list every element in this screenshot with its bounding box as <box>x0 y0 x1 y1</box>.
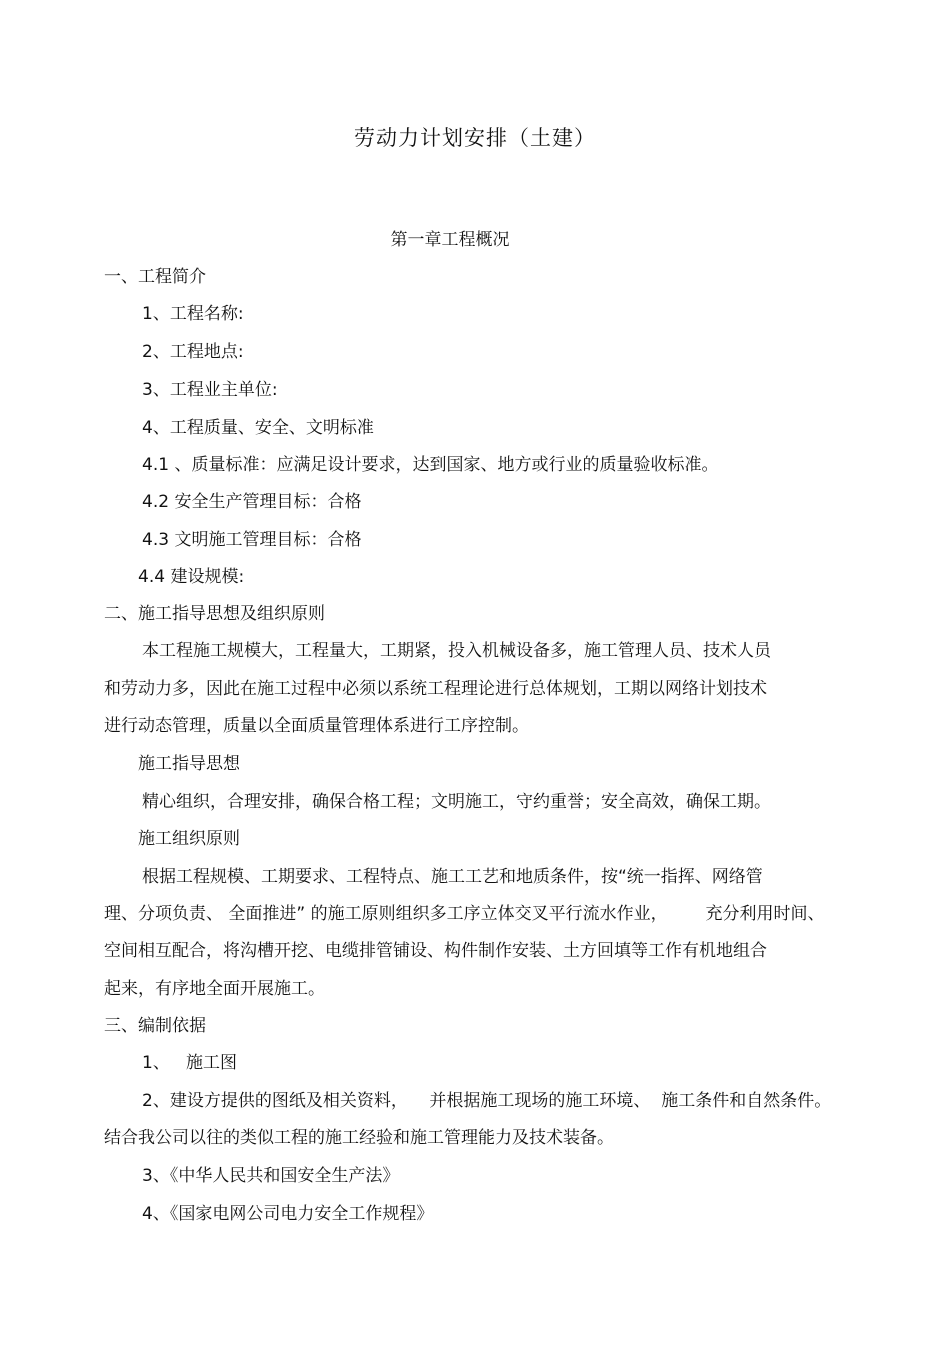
paragraph-line: 精心组织，合理安排，确保合格工程；文明施工，守约重誉；安全高效，确保工期。 <box>142 792 771 812</box>
paragraph-line: 结合我公司以往的类似工程的施工经验和施工管理能力及技术装备。 <box>104 1128 614 1148</box>
paragraph-line: 进行动态管理，质量以全面质量管理体系进行工序控制。 <box>104 716 529 736</box>
section-heading-project-intro: 一、工程简介 <box>104 267 206 287</box>
section-heading-guiding-principles: 二、施工指导思想及组织原则 <box>104 604 325 624</box>
item-project-name: 1、工程名称: <box>142 304 244 324</box>
section-heading-compilation-basis: 三、编制依据 <box>104 1016 206 1036</box>
paragraph-line: 空间相互配合，将沟槽开挖、电缆排管铺设、构件制作安装、土方回填等工作有机地组合 <box>104 941 767 961</box>
subheading-organization-principles: 施工组织原则 <box>138 829 240 849</box>
paragraph-line: 本工程施工规模大，工程量大，工期紧，投入机械设备多，施工管理人员、技术人员 <box>142 641 771 661</box>
paragraph-line: 和劳动力多，因此在施工过程中必须以系统工程理论进行总体规划，工期以网络计划技术 <box>104 679 767 699</box>
item-project-owner: 3、工程业主单位: <box>142 380 278 400</box>
item-safety-regulations: 4、《国家电网公司电力安全工作规程》 <box>142 1204 434 1224</box>
subheading-guiding-thought: 施工指导思想 <box>138 754 240 774</box>
item-quality-safety-standards: 4、工程质量、安全、文明标准 <box>142 418 374 438</box>
document-title: 劳动力计划安排（土建） <box>354 126 596 150</box>
item-civilized-construction-target: 4.3 文明施工管理目标：合格 <box>142 530 362 550</box>
paragraph-line: 理、分项负责、 全面推进” 的施工原则组织多工序立体交叉平行流水作业， 充分利用时间、 <box>104 904 825 924</box>
item-construction-drawings: 1、 施工图 <box>142 1053 238 1073</box>
item-quality-standard: 4.1 、质量标准：应满足设计要求，达到国家、地方或行业的质量验收标准。 <box>142 455 719 475</box>
paragraph-line: 根据工程规模、工期要求、工程特点、施工工艺和地质条件，按“统一指挥、网络管 <box>142 867 763 887</box>
item-construction-scale: 4.4 建设规模: <box>138 567 245 587</box>
item-project-location: 2、工程地点: <box>142 342 244 362</box>
item-safety-target: 4.2 安全生产管理目标：合格 <box>142 492 362 512</box>
chapter-heading: 第一章工程概况 <box>390 230 510 250</box>
item-client-documents: 2、建设方提供的图纸及相关资料， 并根据施工现场的施工环境、 施工条件和自然条件。 <box>142 1091 832 1111</box>
paragraph-line: 起来，有序地全面开展施工。 <box>104 979 325 999</box>
item-safety-law: 3、《中华人民共和国安全生产法》 <box>142 1166 400 1186</box>
